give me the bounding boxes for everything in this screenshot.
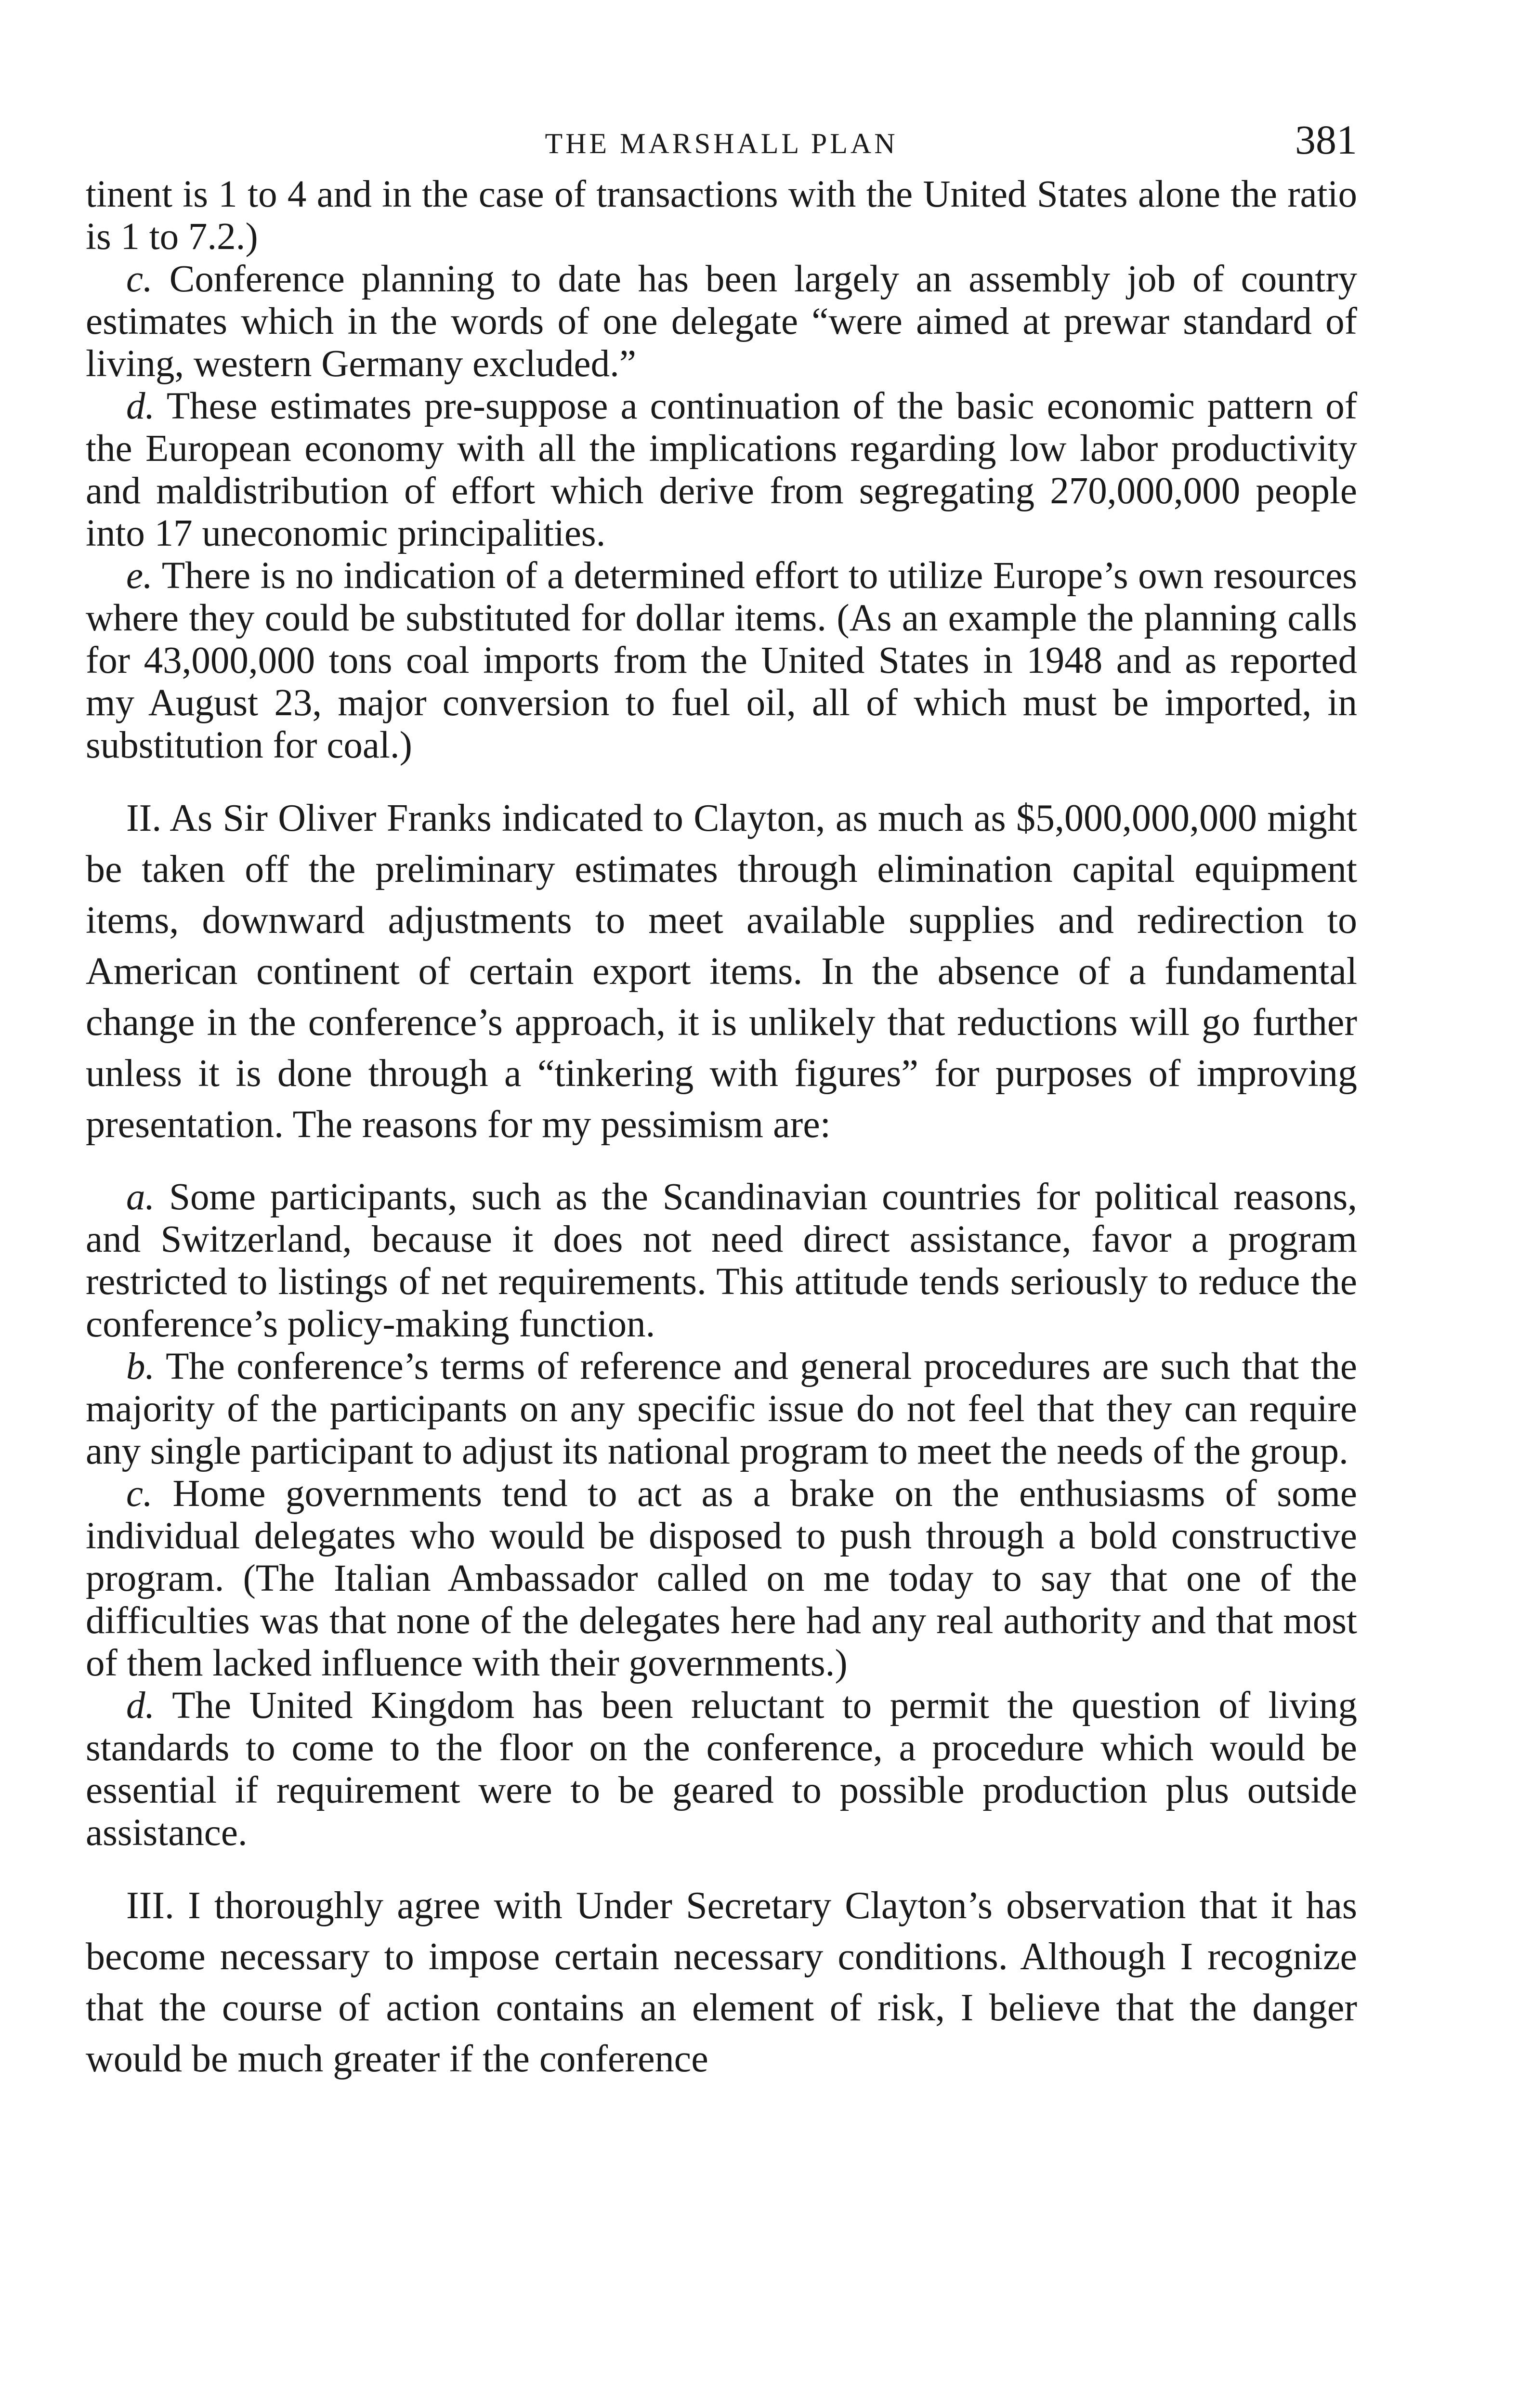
paragraph-text: There is no indication of a determined effort to utilize Europe’s own resources where they could be substituted for dollar items. (As an example the planning calls for 43,000,000 tons coal imports from the United States in 1948 and as reported my August 23, major conversion to fuel oil, all of which must be imported, in substitution for coal.) xyxy=(86,555,1357,766)
paragraph-d2 xyxy=(86,1685,1357,1854)
paragraph-text: III. I thoroughly agree with Under Secretary Clayton’s observation that it has become necessary to impose certain necessary conditions. Although I recognize that the course of action contains an element of risk, I believe that the danger would be much greater if the conference xyxy=(86,1885,1357,2080)
paragraph-continuation xyxy=(86,173,1357,258)
paragraph-text: Home governments tend to act as a brake on the enthusiasms of some individual delegates who would be disposed to push through a bold constructive program. (The Italian Ambassador called on me today to say that one of the difficulties was that none of the delegates here had any real authority and that most of them lacked influence with their governments.) xyxy=(86,1473,1357,1684)
paragraph-text: The United Kingdom has been reluctant to permit the question of living standards to come to the floor on the conference, a procedure which would be essential if requirement were to be geared to possible production plus outside assistance. xyxy=(86,1685,1357,1854)
page-number: 381 xyxy=(1295,117,1357,163)
paragraph-text: II. As Sir Oliver Franks indicated to Clayton, as much as $5,000,000,000 might be taken off the preliminary estimates through elimination capital equipment items, downward adjustments to meet available supplies and redirection to American continent of certain export items. In the absence of a fundamental change in the conference’s approach, it is unlikely that reductions will go further unless it is done through a “tinkering with figures” for purposes of improving presentation. The reasons for my pessimism are: xyxy=(86,797,1357,1146)
running-title: THE MARSHALL PLAN xyxy=(545,128,898,159)
paragraph-e xyxy=(86,555,1357,767)
paragraph-text: Some participants, such as the Scandinavian countries for political reasons, and Switzerland, because it does not need direct assistance, favor a program restricted to listings of net requirements. This attitude tends seriously to reduce the conference’s policy-making function. xyxy=(86,1176,1357,1345)
paragraph-section-ii xyxy=(86,793,1357,1150)
item-letter: e. xyxy=(126,555,153,597)
item-letter: d. xyxy=(126,1685,155,1727)
item-letter: d. xyxy=(126,385,155,427)
running-header xyxy=(86,116,1357,173)
item-letter: c. xyxy=(126,258,153,300)
paragraph-text: These estimates pre-suppose a continuation of the basic economic pattern of the European economy with all the implications regarding low labor productivity and maldistribution of effort which derive from segregating 270,000,000 people into 17 uneconomic principalities. xyxy=(86,385,1357,554)
paragraph-a xyxy=(86,1176,1357,1346)
paragraph-c2 xyxy=(86,1473,1357,1685)
paragraph-text: tinent is 1 to 4 and in the case of transactions with the United States alone the ratio is 1 to 7.2.) xyxy=(86,173,1357,258)
paragraph-d xyxy=(86,385,1357,555)
section-spacer xyxy=(86,1150,1357,1176)
item-letter: a. xyxy=(126,1176,155,1218)
document-page xyxy=(86,116,1357,2084)
item-letter: b. xyxy=(126,1346,155,1387)
paragraph-b xyxy=(86,1346,1357,1473)
paragraph-text: The conference’s terms of reference and general procedures are such that the majority of the participants on any specific issue do not feel that they can require any single participant to adjust its national program to meet the needs of the group. xyxy=(86,1346,1357,1472)
item-letter: c. xyxy=(126,1473,153,1515)
paragraph-text: Conference planning to date has been largely an assembly job of country estimates which in the words of one delegate “were aimed at prewar standard of living, western Germany excluded.” xyxy=(86,258,1357,385)
section-spacer xyxy=(86,767,1357,793)
section-spacer xyxy=(86,1854,1357,1880)
paragraph-c xyxy=(86,258,1357,385)
paragraph-section-iii xyxy=(86,1880,1357,2084)
